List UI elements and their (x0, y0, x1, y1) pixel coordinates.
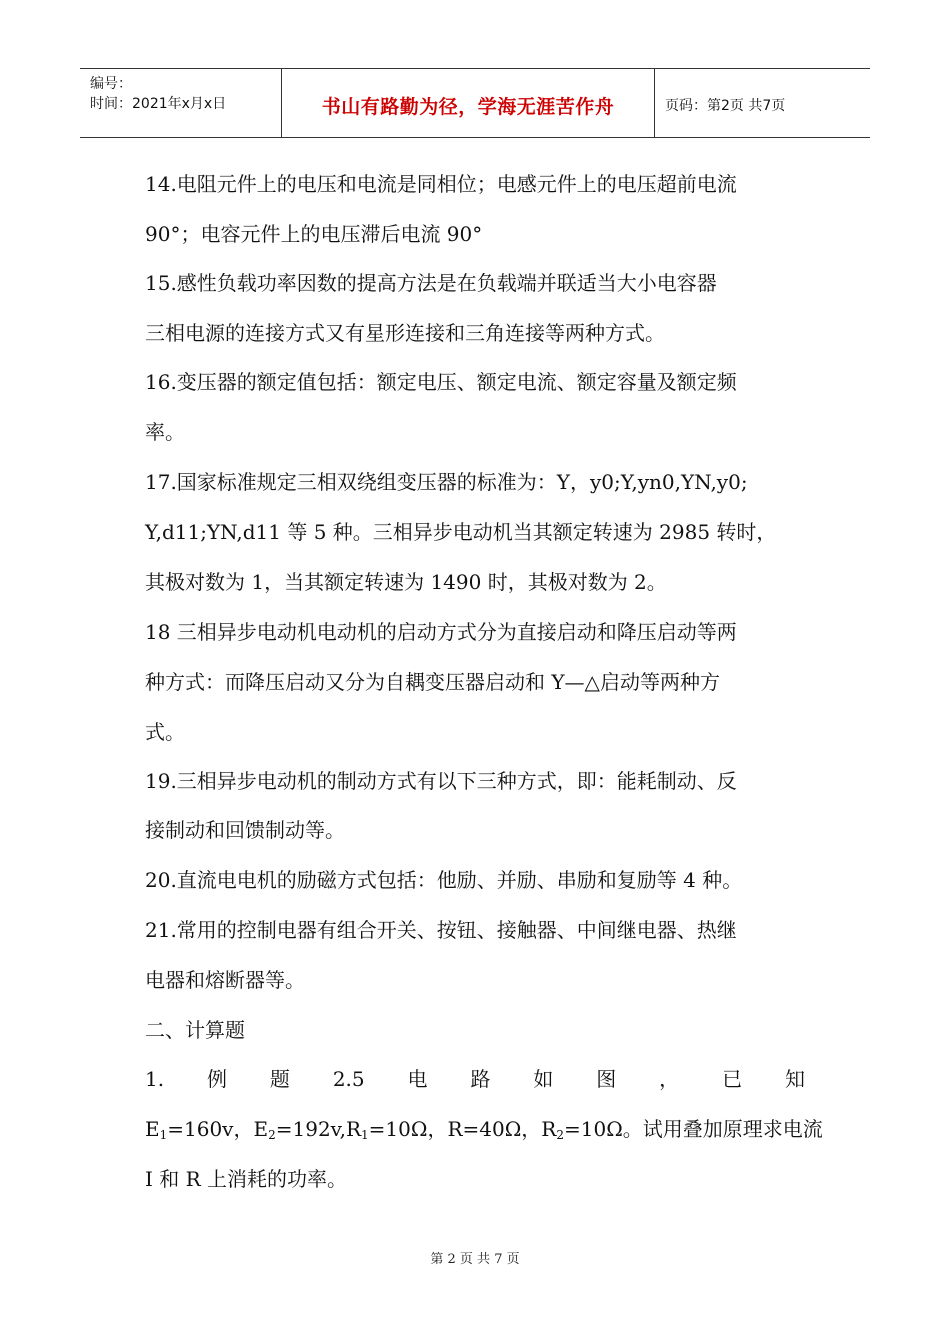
r1-symbol: R (345, 1117, 362, 1141)
e1-value: =160v， (167, 1117, 254, 1141)
date-label: 时间：2021年x月x日 (90, 96, 227, 112)
text-line: 15.感性负载功率因数的提高方法是在负载端并联适当大小电容器 (145, 271, 717, 295)
problem-word: 路 (470, 1067, 491, 1091)
text-line: 种方式：而降压启动又分为自耦变压器启动和 Y—△启动等两种方 (145, 670, 720, 694)
problem-word: 如 (533, 1067, 554, 1091)
text-line: 电器和熔断器等。 (145, 968, 305, 992)
page-info-cell (655, 69, 870, 137)
text-line: 接制动和回馈制动等。 (145, 818, 345, 842)
problem-word: 知 (784, 1067, 805, 1091)
e2-value: =192v, (275, 1117, 346, 1141)
text-line: 率。 (145, 420, 185, 444)
problem-last-line: I 和 R 上消耗的功率。 (145, 1167, 348, 1191)
r2-symbol: R (541, 1117, 557, 1141)
r1-value: =10Ω，R=40Ω， (368, 1117, 542, 1141)
text-line: 14.电阻元件上的电压和电流是同相位；电感元件上的电压超前电流 (145, 172, 737, 196)
header-info-cell (80, 69, 282, 137)
problem-word: 2.5 (332, 1067, 365, 1091)
problem-word: 例 (207, 1067, 227, 1091)
section-heading: 二、计算题 (145, 1018, 245, 1042)
text-line: 21.常用的控制电器有组合开关、按钮、接触器、中间继电器、热继 (145, 918, 737, 942)
text-line: 式。 (145, 720, 185, 744)
problem-word: 图 (596, 1067, 617, 1091)
problem-given-values (145, 1117, 823, 1141)
text-line: 16.变压器的额定值包括：额定电压、额定电流、额定容量及额定频 (145, 370, 737, 394)
text-line: 17.国家标准规定三相双绕组变压器的标准为：Y，y0;Y,yn0,YN,y0; (145, 470, 748, 494)
problem-word: 题 (269, 1067, 290, 1091)
text-line: 三相电源的连接方式又有星形连接和三角连接等两种方式。 (145, 321, 665, 345)
r2-value: =10Ω。试用叠加原理求电流 (564, 1117, 823, 1141)
problem-word: 1. (145, 1067, 165, 1091)
e2-subscript: 2 (268, 1128, 276, 1142)
text-line: Y,d11;YN,d11 等 5 种。三相异步电动机当其额定转速为 2985 转时， (145, 520, 777, 544)
page-header (80, 68, 870, 138)
text-line: 其极对数为 1，当其额定转速为 1490 时，其极对数为 2。 (145, 570, 667, 594)
r2-subscript: 2 (556, 1128, 564, 1142)
problem-word: 电 (407, 1067, 428, 1091)
problem-word: 已 (722, 1067, 743, 1091)
page-info: 页码：第2页 共7页 (665, 98, 786, 114)
text-line: 18 三相异步电动机电动机的启动方式分为直接启动和降压启动等两 (145, 620, 737, 644)
e1-subscript: 1 (159, 1128, 168, 1142)
problem-first-line (145, 1067, 805, 1091)
r1-subscript: 1 (361, 1128, 369, 1142)
e1-symbol: E (145, 1117, 160, 1141)
problem-word: ， (659, 1067, 680, 1091)
text-line: 20.直流电电机的励磁方式包括：他励、并励、串励和复励等 4 种。 (145, 868, 743, 892)
page-footer: 第 2 页 共 7 页 (430, 1252, 520, 1267)
number-label: 编号： (90, 76, 132, 92)
motto-cell (282, 69, 655, 137)
e2-symbol: E (253, 1117, 269, 1141)
text-line: 90°；电容元件上的电压滞后电流 90° (145, 222, 483, 246)
text-line: 19.三相异步电动机的制动方式有以下三种方式，即：能耗制动、反 (145, 769, 737, 793)
motto-text: 书山有路勤为径，学海无涯苦作舟 (321, 96, 615, 118)
